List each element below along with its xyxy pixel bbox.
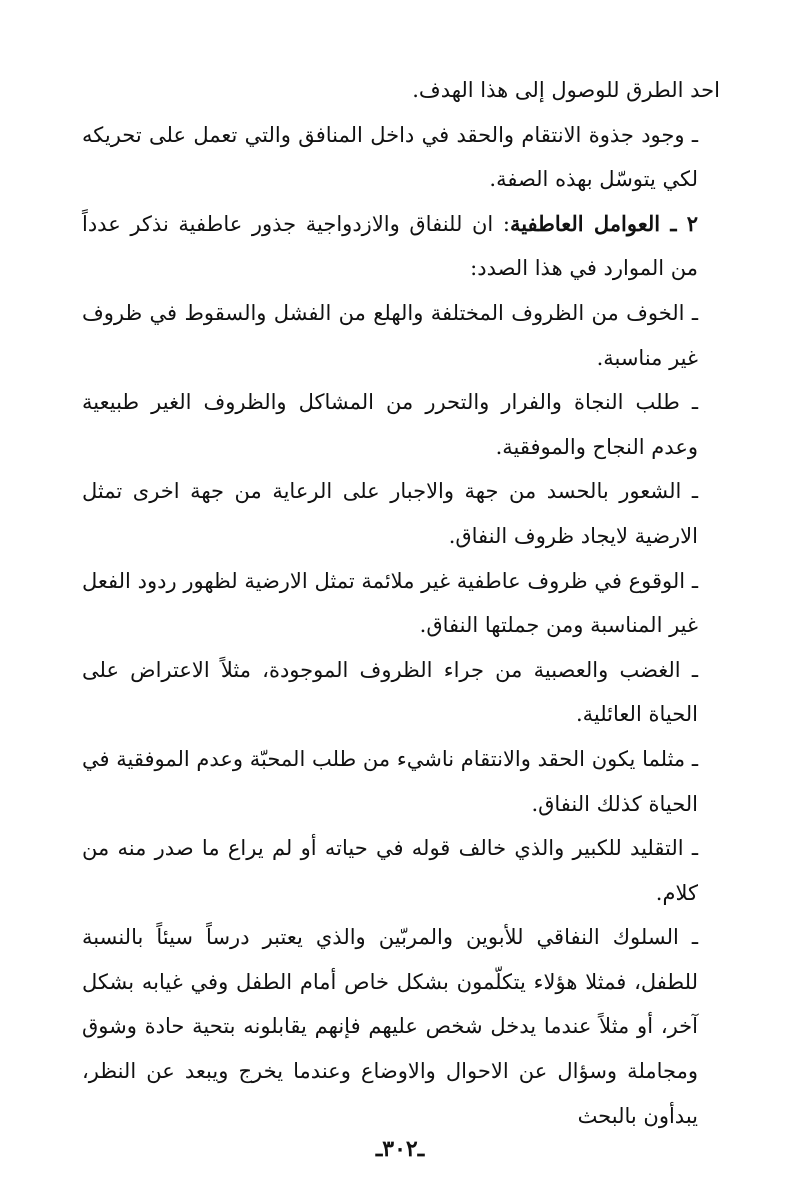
paragraph-11: ـ السلوك النفاقي للأبوين والمربّين والذي يعتبر درساً سيئاً بالنسبة للطفل، فمثلا هؤلاء يتكلّمون بشكل خاص أمام الطفل وفي غيابه بشكل آخر، أو مثلاً عندما يدخل شخص عليهم فإنهم يقابلونه بتحية حادة وشوق ومجاملة وسؤال عن الاحوال والاوضاع وعندما يخرج ويبعد عن النظر، يبدأون بالبحث bbox=[82, 925, 698, 1128]
page-number: ـ٣٠٢ـ bbox=[375, 1136, 425, 1162]
paragraph-3 bbox=[82, 202, 720, 291]
paragraph-1: احد الطرق للوصول إلى هذا الهدف. bbox=[412, 78, 720, 102]
paragraph-6: ـ الشعور بالحسد من جهة والاجبار على الرعاية من جهة اخرى تمثل الارضية لايجاد ظروف النفاق. bbox=[82, 479, 698, 548]
section-heading-text: : ان للنفاق والازدواجية جذور عاطفية نذكر عدداً من الموارد في هذا الصدد: bbox=[82, 211, 698, 281]
paragraph-4: ـ الخوف من الظروف المختلفة والهلع من الفشل والسقوط في ظروف غير مناسبة. bbox=[82, 300, 698, 370]
paragraph-2: ـ وجود جذوة الانتقام والحقد في داخل المنافق والتي تعمل على تحريكه لكي يتوسّل بهذه الصفة. bbox=[82, 122, 698, 192]
paragraph-8: ـ الغضب والعصبية من جراء الظروف الموجودة، مثلاً الاعتراض على الحياة العائلية. bbox=[82, 657, 698, 727]
paragraph-7: ـ الوقوع في ظروف عاطفية غير ملائمة تمثل الارضية لظهور ردود الفعل غير المناسبة ومن جملتها النفاق. bbox=[82, 568, 698, 638]
paragraph-9: ـ مثلما يكون الحقد والانتقام ناشيء من طلب المحبّة وعدم الموفقية في الحياة كذلك النفاق. bbox=[82, 746, 698, 816]
body-text bbox=[82, 68, 720, 1138]
paragraph-5: ـ طلب النجاة والفرار والتحرر من المشاكل والظروف الغير طبيعية وعدم النجاح والموفقية. bbox=[82, 390, 698, 459]
section-heading: ٢ ـ العوامل العاطفية bbox=[509, 210, 698, 236]
paragraph-10: ـ التقليد للكبير والذي خالف قوله في حياته أو لم يراع ما صدر منه من كلام. bbox=[82, 836, 698, 905]
